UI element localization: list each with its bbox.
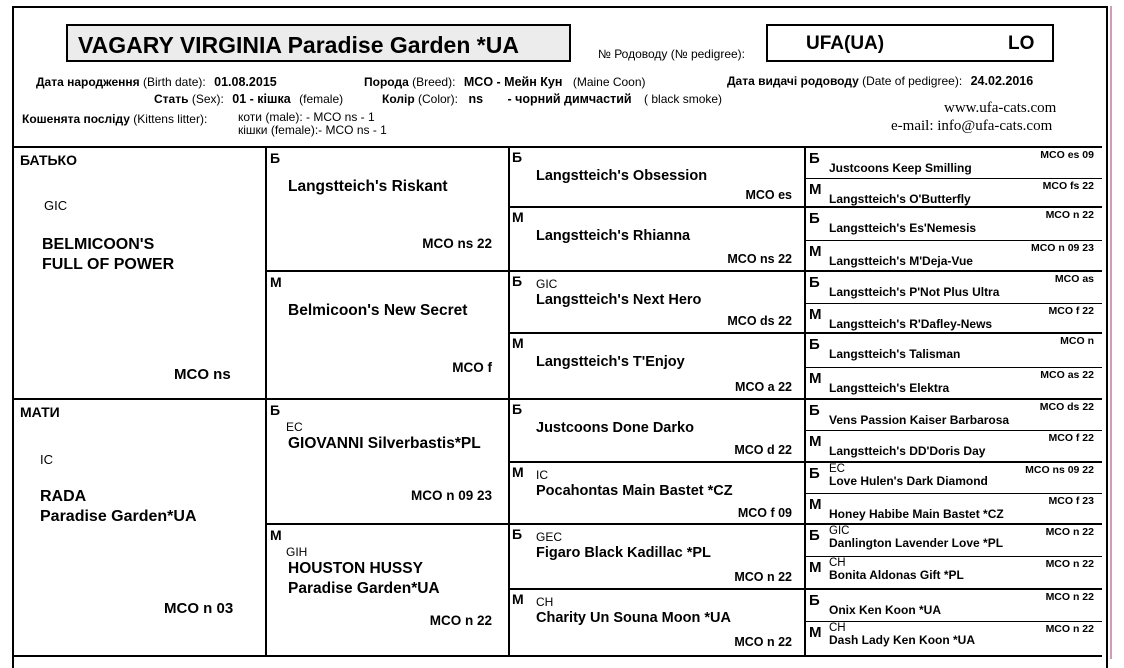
sex-value: 01 - кішка (232, 92, 291, 106)
great-grandparent-code: MCO d 22 (734, 443, 792, 457)
gg-grandparent-code: MCO ns 09 22 (1025, 464, 1094, 476)
cat-name-box (66, 24, 571, 62)
gg-grandparent-code: MCO f 22 (1048, 305, 1094, 317)
great-grandparent-tag: Б (512, 401, 523, 417)
email: e-mail: info@ufa-cats.com (891, 118, 1053, 134)
gg-grandparent-tag: Б (809, 527, 820, 544)
birth-date-label: (Birth date): (139, 75, 206, 89)
gg-grandparent-name: Langstteich's R'Dafley-News (829, 317, 993, 331)
color-field (382, 90, 722, 108)
gg-grandparent-tag: Б (809, 402, 820, 419)
grandparent-name: HOUSTON HUSSY (288, 560, 423, 577)
gg-grandparent-name: Honey Habibe Main Bastet *CZ (829, 507, 1004, 521)
gg-grandparent-name: Vens Passion Kaiser Barbarosa (829, 413, 1010, 427)
gg-grandparent-name: Langstteich's Es'Nemesis (829, 221, 977, 235)
gg-grandparent-code: MCO n 22 (1045, 558, 1094, 570)
grandparent-title: EC (286, 420, 303, 434)
gg-grandparent-code: MCO es 09 (1040, 149, 1094, 161)
kittens-label: (Kittens litter): (129, 112, 208, 126)
gg-grandparent-tag: Б (809, 592, 820, 609)
mother-title: IC (40, 452, 53, 467)
issue-date-label-bold: Дата видачі родоводу (727, 74, 859, 88)
pedigree-grid (14, 146, 1102, 657)
gg-grandparent-name: Bonita Aldonas Gift *PL (829, 568, 964, 582)
gg-grandparent-name: Langstteich's O'Butterfly (829, 192, 971, 206)
breed-field (364, 73, 646, 91)
grid-row-line (508, 588, 1102, 590)
great-grandparent-tag: Б (512, 149, 523, 165)
pedigree-code: UFA(UA) (806, 33, 885, 54)
gg-grandparent-title: CH (829, 557, 846, 569)
grid-col-line (265, 148, 267, 655)
grid-row-line (508, 461, 1102, 463)
great-grandparent-title: CH (536, 595, 554, 609)
breed-label: (Breed): (408, 75, 456, 89)
grid-row-line (265, 270, 1102, 272)
gg-grandparent-name: Langstteich's P'Not Plus Ultra (829, 285, 1000, 299)
grandparent-code: MCO n 22 (429, 613, 492, 628)
gg-grandparent-name: Langstteich's M'Deja-Vue (829, 254, 973, 268)
gg-grandparent-tag: М (809, 181, 822, 198)
great-grandparent-title: GIC (536, 277, 558, 291)
grandparent-code: MCO ns 22 (422, 236, 492, 251)
mother-header: МАТИ (20, 404, 60, 420)
great-grandparent-name: Langstteich's Rhianna (536, 228, 691, 244)
gg-grandparent-tag: Б (809, 210, 820, 227)
father-name-1: BELMICOON'S (42, 236, 155, 253)
website: www.ufa-cats.com (944, 100, 1057, 116)
gg-grandparent-tag: Б (809, 465, 820, 482)
color-label: (Color): (414, 92, 458, 106)
gg-grandparent-code: MCO n 22 (1045, 591, 1094, 603)
birth-date-label-bold: Дата народження (36, 75, 140, 89)
great-grandparent-code: MCO f 09 (737, 506, 792, 520)
great-grandparent-code: MCO n 22 (734, 635, 792, 649)
grandparent-tag: М (270, 527, 282, 543)
gg-grandparent-name: Dash Lady Ken Koon *UA (829, 633, 976, 647)
gg-grandparent-code: MCO as (1054, 273, 1094, 285)
grid-col-line (508, 148, 510, 655)
grid-half-line (14, 398, 1102, 400)
gg-grandparent-tag: М (809, 559, 822, 576)
grandparent-code: MCO n 09 23 (410, 488, 492, 503)
issue-date-field (727, 72, 1033, 90)
gg-grandparent-name: Langstteich's Elektra (829, 381, 950, 395)
grid-row-line (265, 523, 1102, 525)
gg-grandparent-name: Langstteich's DD'Doris Day (829, 444, 986, 458)
great-grandparent-name: Langstteich's Next Hero (536, 292, 702, 308)
father-name-2: FULL OF POWER (42, 256, 175, 273)
gg-grandparent-code: MCO n 09 23 (1030, 242, 1094, 254)
mother-name-1: RADA (40, 488, 87, 505)
gg-grandparent-tag: Б (809, 150, 820, 167)
gg-grandparent-tag: М (809, 496, 822, 513)
grandparent-name: Langstteich's Riskant (288, 178, 448, 195)
kittens-label-bold: Кошенята послiду (22, 112, 130, 126)
gg-grandparent-tag: М (809, 243, 822, 260)
grid-fine-line (806, 621, 1102, 622)
breed-label-bold: Порода (364, 75, 409, 89)
pedigree-number-label: № Родоводу (№ pedigree): (598, 47, 745, 61)
great-grandparent-name: Justcoons Done Darko (536, 420, 694, 436)
great-grandparent-tag: М (512, 591, 524, 607)
great-grandparent-code: MCO ns 22 (727, 252, 792, 266)
issue-date-label: (Date of pedigree): (858, 74, 963, 88)
grid-fine-line (806, 178, 1102, 179)
gg-grandparent-tag: М (809, 306, 822, 323)
color-en: ( black smoke) (644, 92, 723, 106)
grandparent-name: Belmicoon's New Secret (288, 302, 468, 319)
gg-grandparent-title: EC (829, 463, 845, 475)
great-grandparent-name: Langstteich's Obsession (536, 168, 708, 184)
grandparent-tag: М (270, 274, 282, 290)
kittens-female: кішки (female):- MCO ns - 1 (238, 123, 387, 137)
gg-grandparent-code: MCO n 22 (1045, 623, 1094, 635)
gg-grandparent-name: Love Hulen's Dark Diamond (829, 474, 988, 488)
great-grandparent-code: MCO es (745, 188, 792, 202)
grandparent-tag: Б (270, 150, 281, 166)
grandparent-tag: Б (270, 402, 281, 418)
great-grandparent-name: Pocahontas Main Bastet *CZ (536, 483, 733, 499)
great-grandparent-tag: Б (512, 273, 523, 289)
great-grandparent-title: GEC (536, 530, 563, 544)
sex-label-bold: Стать (154, 92, 189, 106)
kittens-male: коти (male): - MCO ns - 1 (238, 110, 375, 124)
gg-grandparent-code: MCO as 22 (1040, 369, 1094, 381)
color-label-bold: Колір (382, 92, 415, 106)
gg-grandparent-name: Langstteich's Talisman (829, 347, 961, 361)
great-grandparent-title: IC (536, 468, 548, 482)
pedigree-suffix: LO (1008, 33, 1035, 54)
sex-en: (female) (299, 92, 344, 106)
great-grandparent-tag: М (512, 335, 524, 351)
great-grandparent-code: MCO ds 22 (727, 314, 792, 328)
great-grandparent-name: Figaro Black Kadillac *PL (536, 545, 711, 561)
father-code: MCO ns (174, 366, 231, 383)
grid-fine-line (806, 240, 1102, 241)
grid-fine-line (806, 430, 1102, 431)
grandparent-title: GIH (286, 545, 308, 559)
great-grandparent-tag: М (512, 464, 524, 480)
grandparent-code: MCO f (452, 360, 492, 375)
gg-grandparent-tag: М (809, 370, 822, 387)
sex-label: (Sex): (188, 92, 224, 106)
gg-grandparent-code: MCO n (1060, 335, 1094, 347)
grid-fine-line (806, 303, 1102, 304)
grid-fine-line (806, 493, 1102, 494)
gg-grandparent-code: MCO n 22 (1045, 209, 1094, 221)
cat-name: VAGARY VIRGINIA Paradise Garden *UA (78, 32, 519, 58)
color-code: ns (468, 92, 484, 106)
sex-field (154, 90, 343, 108)
birth-date-field (36, 73, 277, 91)
great-grandparent-tag: Б (512, 526, 523, 542)
gg-grandparent-tag: Б (809, 336, 820, 353)
great-grandparent-code: MCO n 22 (734, 570, 792, 584)
color-value: - чорний димчастий (507, 92, 632, 106)
gg-grandparent-code: MCO ds 22 (1039, 401, 1094, 413)
great-grandparent-code: MCO a 22 (735, 380, 792, 394)
gg-grandparent-tag: Б (809, 274, 820, 291)
breed-value: MCO - Мейн Кун (463, 75, 563, 89)
kittens-field (22, 110, 207, 128)
gg-grandparent-name: Danlington Lavender Love *PL (829, 536, 1004, 550)
gg-grandparent-name: Justcoons Keep Smilling (829, 161, 972, 175)
mother-name-2: Paradise Garden*UA (40, 508, 197, 525)
grid-fine-line (806, 367, 1102, 368)
page-edge (1110, 6, 1112, 659)
grandparent-name: GIOVANNI Silverbastis*PL (288, 435, 481, 452)
gg-grandparent-code: MCO fs 22 (1042, 180, 1094, 192)
grid-fine-line (806, 556, 1102, 557)
grid-col-line (804, 148, 806, 655)
great-grandparent-name: Charity Un Souna Moon *UA (536, 610, 731, 626)
mother-code: MCO n 03 (164, 600, 234, 617)
gg-grandparent-code: MCO f 22 (1048, 432, 1094, 444)
gg-grandparent-code: MCO n 22 (1045, 526, 1094, 538)
birth-date-value: 01.08.2015 (214, 75, 277, 89)
gg-grandparent-title: GIC (829, 525, 850, 537)
gg-grandparent-name: Onix Ken Koon *UA (829, 603, 942, 617)
great-grandparent-tag: М (512, 209, 524, 225)
gg-grandparent-code: MCO f 23 (1048, 495, 1094, 507)
father-title: GIC (44, 198, 68, 213)
breed-en: (Maine Coon) (572, 75, 646, 89)
gg-grandparent-tag: М (809, 433, 822, 450)
father-header: БАТЬКО (20, 152, 77, 168)
issue-date-value: 24.02.2016 (970, 74, 1034, 88)
grandparent-name-2: Paradise Garden*UA (288, 580, 440, 597)
gg-grandparent-tag: М (809, 624, 822, 641)
gg-grandparent-title: CH (829, 622, 846, 634)
grid-row-line (508, 332, 1102, 334)
grid-row-line (508, 206, 1102, 208)
great-grandparent-name: Langstteich's T'Enjoy (536, 354, 685, 370)
pedigree-code-box (766, 24, 1054, 62)
